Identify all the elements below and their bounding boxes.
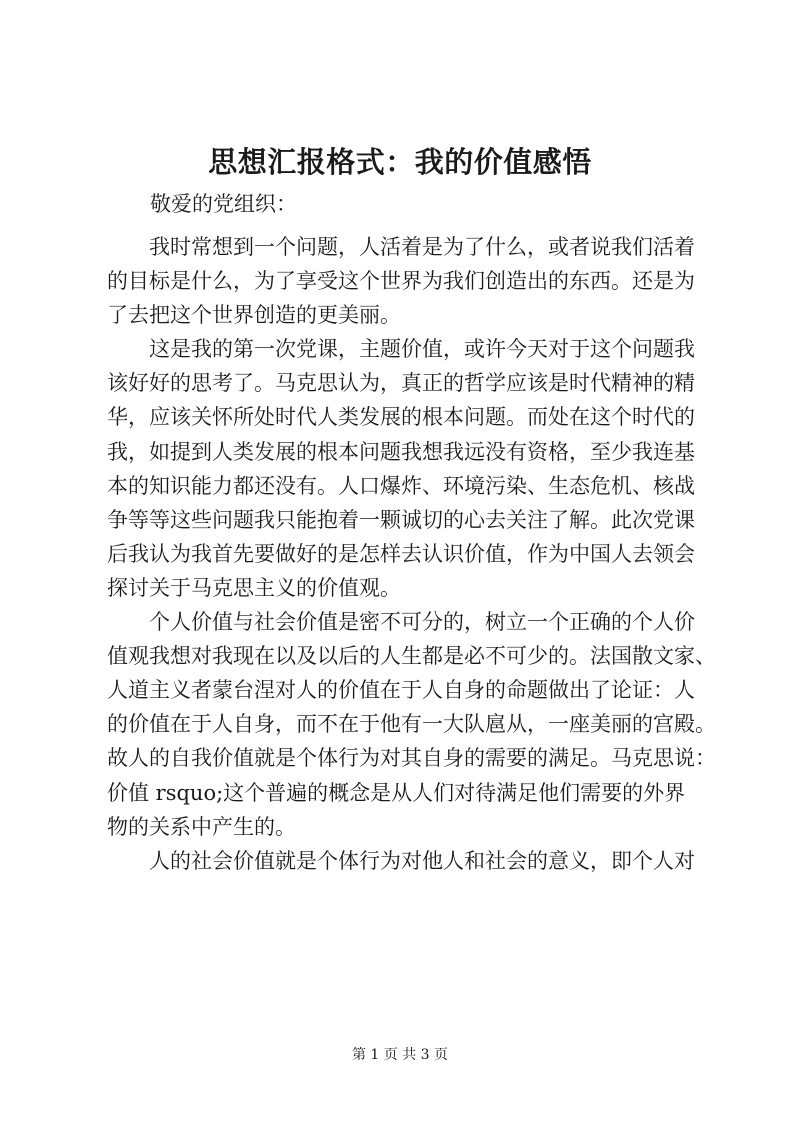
body-line: 的价值在于人自身，而不在于他有一大队扈从，一座美丽的宫殿。 xyxy=(107,712,716,737)
body-line: 后我认为我首先要做好的是怎样去认识价值，作为中国人去领会 xyxy=(107,541,695,566)
body-line: 我时常想到一个问题，人活着是为了什么，或者说我们活着 xyxy=(107,235,695,259)
body-line: 价值 rsquo;这个普遍的概念是从人们对待满足他们需要的外界 xyxy=(107,780,686,805)
body-line: 值观我想对我现在以及以后的人生都是必不可少的。法国散文家、 xyxy=(107,644,716,669)
salutation: 敬爱的党组织： xyxy=(150,192,297,216)
body-line: 探讨关于马克思主义的价值观。 xyxy=(107,575,401,600)
body-text xyxy=(107,230,727,878)
body-line: 人的社会价值就是个体行为对他人和社会的意义，即个人对 xyxy=(107,848,695,873)
page-indicator: 第 1 页 共 3 页 xyxy=(351,1047,449,1063)
body-line: 这是我的第一次党课，主题价值，或许今天对于这个问题我 xyxy=(107,337,695,362)
body-line: 该好好的思考了。马克思认为，真正的哲学应该是时代精神的精 xyxy=(107,371,695,396)
document-title: 思想汇报格式：我的价值感悟 xyxy=(208,145,592,179)
body-line: 华，应该关怀所处时代人类发展的根本问题。而处在这个时代的 xyxy=(107,405,695,430)
body-line: 的目标是什么，为了享受这个世界为我们创造出的东西。还是为 xyxy=(107,269,695,294)
body-line: 故人的自我价值就是个体行为对其自身的需要的满足。马克思说： xyxy=(107,746,716,771)
body-line: 争等等这些问题我只能抱着一颗诚切的心去关注了解。此次党课 xyxy=(107,507,695,532)
body-line: 物的关系中产生的。 xyxy=(107,814,296,839)
body-line: 了去把这个世界创造的更美丽。 xyxy=(107,303,401,328)
body-line: 我，如提到人类发展的根本问题我想我远没有资格，至少我连基 xyxy=(107,439,695,464)
body-line: 人道主义者蒙台涅对人的价值在于人自身的命题做出了论证：人 xyxy=(107,678,695,703)
body-line: 本的知识能力都还没有。人口爆炸、环境污染、生态危机、核战 xyxy=(107,473,695,498)
body-line: 个人价值与社会价值是密不可分的，树立一个正确的个人价 xyxy=(107,610,695,635)
